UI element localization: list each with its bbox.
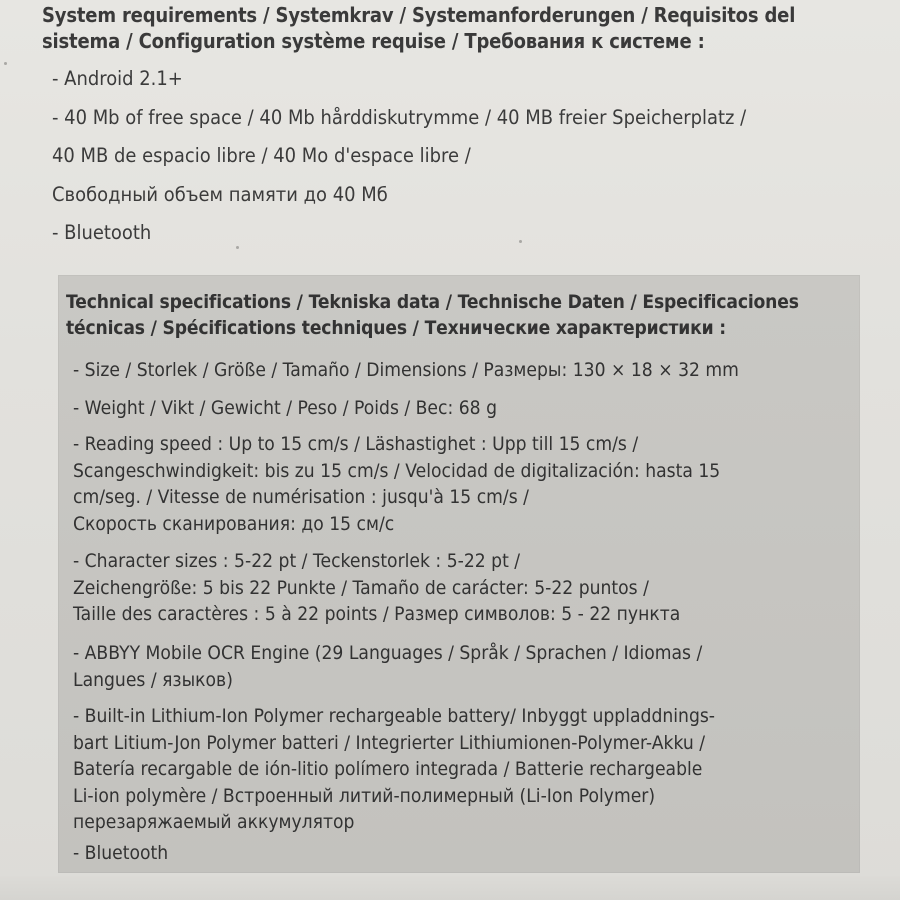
requirement-line: 40 MB de espacio libre / 40 Mo d'espace libre / <box>52 144 471 167</box>
spec-line: - Weight / Vikt / Gewicht / Peso / Poids / Вес: 68 g <box>73 397 497 419</box>
requirement-line: - Bluetooth <box>52 221 152 244</box>
technical-specifications-heading-line: técnicas / Spécifications techniques / Технические характеристики : <box>66 317 727 339</box>
spec-item-character-sizes <box>73 548 851 628</box>
speck <box>4 62 7 65</box>
system-requirements-list <box>52 66 834 259</box>
spec-line: - Reading speed : Up to 15 cm/s / Läshastighet : Upp till 15 cm/s / <box>73 433 639 455</box>
spec-item-bluetooth <box>73 840 851 867</box>
spec-line: Scangeschwindigkeit: bis zu 15 cm/s / Velocidad de digitalización: hasta 15 <box>73 459 721 482</box>
speck <box>519 240 522 243</box>
spec-item-reading-speed <box>73 431 851 537</box>
system-requirements-heading <box>42 2 798 54</box>
spec-item-weight <box>73 395 851 422</box>
spec-line: перезаряжаемый аккумулятор <box>73 811 355 833</box>
spec-item-battery <box>73 703 851 836</box>
spec-line: - ABBYY Mobile OCR Engine (29 Languages / Språk / Sprachen / Idiomas / <box>73 642 703 664</box>
technical-specifications-heading-line: Technical specifications / Tekniska data / Technische Daten / Especificaciones <box>66 291 799 313</box>
spec-line: Li-ion polymère / Встроенный литий-полимерный (Li-Ion Polymer) <box>73 784 656 807</box>
spec-item-ocr-engine <box>73 640 851 693</box>
spec-line: - Character sizes : 5-22 pt / Teckenstorlek : 5-22 pt / <box>73 550 521 572</box>
requirement-line: Свободный объем памяти до 40 Мб <box>52 182 388 206</box>
spec-line: Langues / языков) <box>73 668 233 691</box>
spec-item-size <box>73 357 851 384</box>
spec-line: - Built-in Lithium-Ion Polymer rechargeable battery/ Inbyggt uppladdnings- <box>73 705 716 727</box>
requirement-line: - Android 2.1+ <box>52 67 183 90</box>
technical-specifications-heading <box>66 289 835 341</box>
system-requirements-heading-line: System requirements / Systemkrav / Systemanforderungen / Requisitos del <box>42 3 796 27</box>
spec-line: - Bluetooth <box>73 842 169 864</box>
requirement-line: - 40 Mb of free space / 40 Mb hårddiskutrymme / 40 MB freier Speicherplatz / <box>52 105 747 129</box>
spec-line: cm/seg. / Vitesse de numérisation : jusqu'à 15 cm/s / <box>73 486 529 508</box>
spec-line: Batería recargable de ión-litio polímero integrada / Batterie rechargeable <box>73 758 703 780</box>
spec-line: bart Litium-Jon Polymer batteri / Integrierter Lithiumionen-Polymer-Akku / <box>73 731 706 754</box>
system-requirements-heading-line: sistema / Configuration système requise / Требования к системе : <box>42 29 705 53</box>
spec-line: Taille des caractères : 5 à 22 points / Размер символов: 5 - 22 пункта <box>73 603 681 625</box>
speck <box>236 246 239 249</box>
spec-line: Zeichengröße: 5 bis 22 Punkte / Tamaño de carácter: 5-22 puntos / <box>73 576 649 599</box>
spec-line: - Size / Storlek / Größe / Tamaño / Dimensions / Размеры: 130 × 18 × 32 mm <box>73 359 739 381</box>
spec-line: Скорость сканирования: до 15 см/с <box>73 512 395 535</box>
box-bottom-edge <box>0 876 900 900</box>
